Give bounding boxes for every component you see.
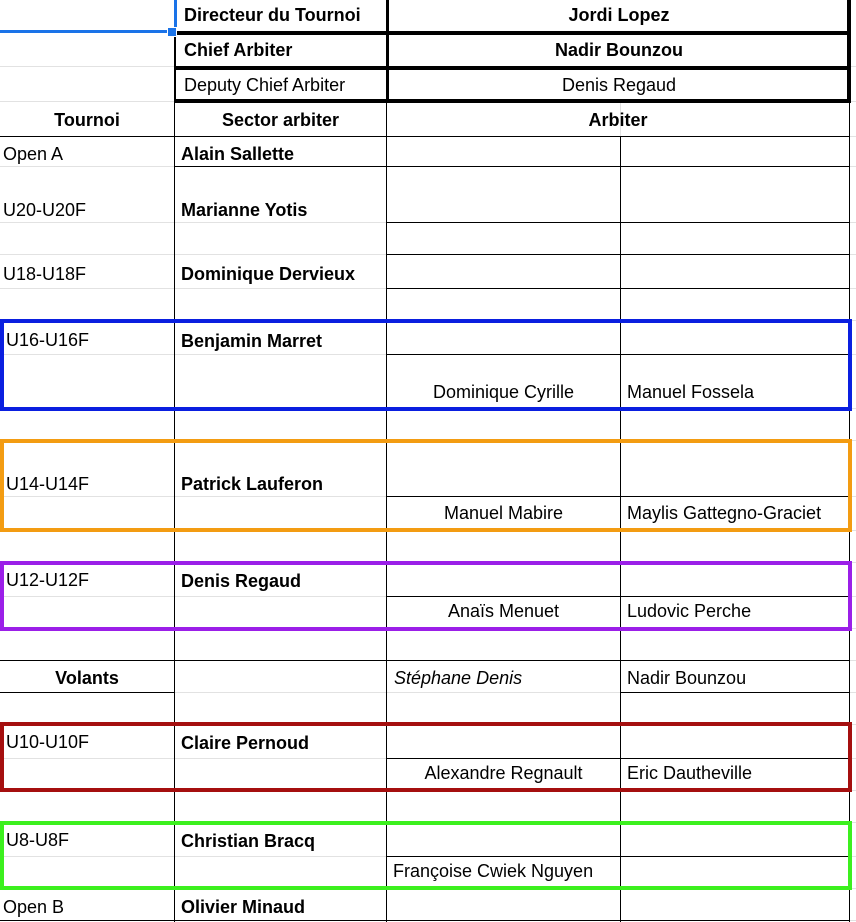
sector-arbiter-cell[interactable]: Denis Regaud: [181, 571, 302, 591]
column-header-tournoi[interactable]: Tournoi: [54, 110, 120, 130]
sector-arbiter-cell[interactable]: Alain Sallette: [181, 144, 295, 164]
director-label[interactable]: Directeur du Tournoi: [184, 5, 361, 25]
sector-arbiter-cell[interactable]: Christian Bracq: [181, 831, 316, 851]
arbiter-cell[interactable]: Manuel Fossela: [627, 382, 755, 402]
cell-selection-border: [0, 30, 170, 33]
tournoi-cell[interactable]: U16-U16F: [6, 330, 90, 350]
tournoi-cell[interactable]: Volants: [55, 668, 119, 688]
sector-arbiter-cell[interactable]: Dominique Dervieux: [181, 264, 356, 284]
column-header-arbiter[interactable]: Arbiter: [588, 110, 648, 130]
arbiter-cell[interactable]: Dominique Cyrille: [432, 382, 575, 402]
director-name[interactable]: Jordi Lopez: [568, 5, 670, 25]
arbiter-cell[interactable]: Manuel Mabire: [443, 503, 564, 523]
deputy-chief-arbiter-label[interactable]: Deputy Chief Arbiter: [184, 75, 346, 95]
group-box-u8: [0, 821, 852, 890]
group-box-u12: [0, 561, 852, 631]
arbiter-cell[interactable]: Ludovic Perche: [627, 601, 752, 621]
deputy-chief-arbiter-name[interactable]: Denis Regaud: [561, 75, 677, 95]
group-box-u14: [0, 439, 852, 532]
arbiter-cell[interactable]: Stéphane Denis: [394, 668, 523, 688]
tournoi-cell[interactable]: Open A: [3, 144, 64, 164]
tournoi-cell[interactable]: U8-U8F: [6, 830, 70, 850]
arbiter-cell[interactable]: Maylis Gattegno-Graciet: [627, 503, 822, 523]
arbiter-cell[interactable]: Alexandre Regnault: [424, 763, 583, 783]
tournoi-cell[interactable]: Open B: [3, 897, 65, 917]
sector-arbiter-cell[interactable]: Benjamin Marret: [181, 331, 323, 351]
arbiter-cell[interactable]: Françoise Cwiek Nguyen: [393, 861, 594, 881]
arbiter-cell[interactable]: Nadir Bounzou: [627, 668, 747, 688]
sector-arbiter-cell[interactable]: Claire Pernoud: [181, 733, 310, 753]
cell-selection-border: [174, 0, 177, 30]
chief-arbiter-name[interactable]: Nadir Bounzou: [555, 40, 683, 60]
tournoi-cell[interactable]: U12-U12F: [6, 570, 90, 590]
tournoi-cell[interactable]: U10-U10F: [6, 732, 90, 752]
arbiter-cell[interactable]: Eric Dautheville: [627, 763, 753, 783]
group-box-u10: [0, 722, 852, 792]
arbiter-cell[interactable]: Anaïs Menuet: [447, 601, 560, 621]
chief-arbiter-label[interactable]: Chief Arbiter: [184, 40, 293, 60]
tournoi-cell[interactable]: U14-U14F: [6, 474, 90, 494]
tournoi-cell[interactable]: U20-U20F: [3, 200, 87, 220]
tournoi-cell[interactable]: U18-U18F: [3, 264, 87, 284]
sector-arbiter-cell[interactable]: Patrick Lauferon: [181, 474, 324, 494]
group-box-u16: [0, 319, 852, 411]
sector-arbiter-cell[interactable]: Marianne Yotis: [181, 200, 308, 220]
sector-arbiter-cell[interactable]: Olivier Minaud: [181, 897, 306, 917]
fill-handle[interactable]: [167, 27, 177, 37]
column-header-sector-arbiter[interactable]: Sector arbiter: [221, 110, 340, 130]
